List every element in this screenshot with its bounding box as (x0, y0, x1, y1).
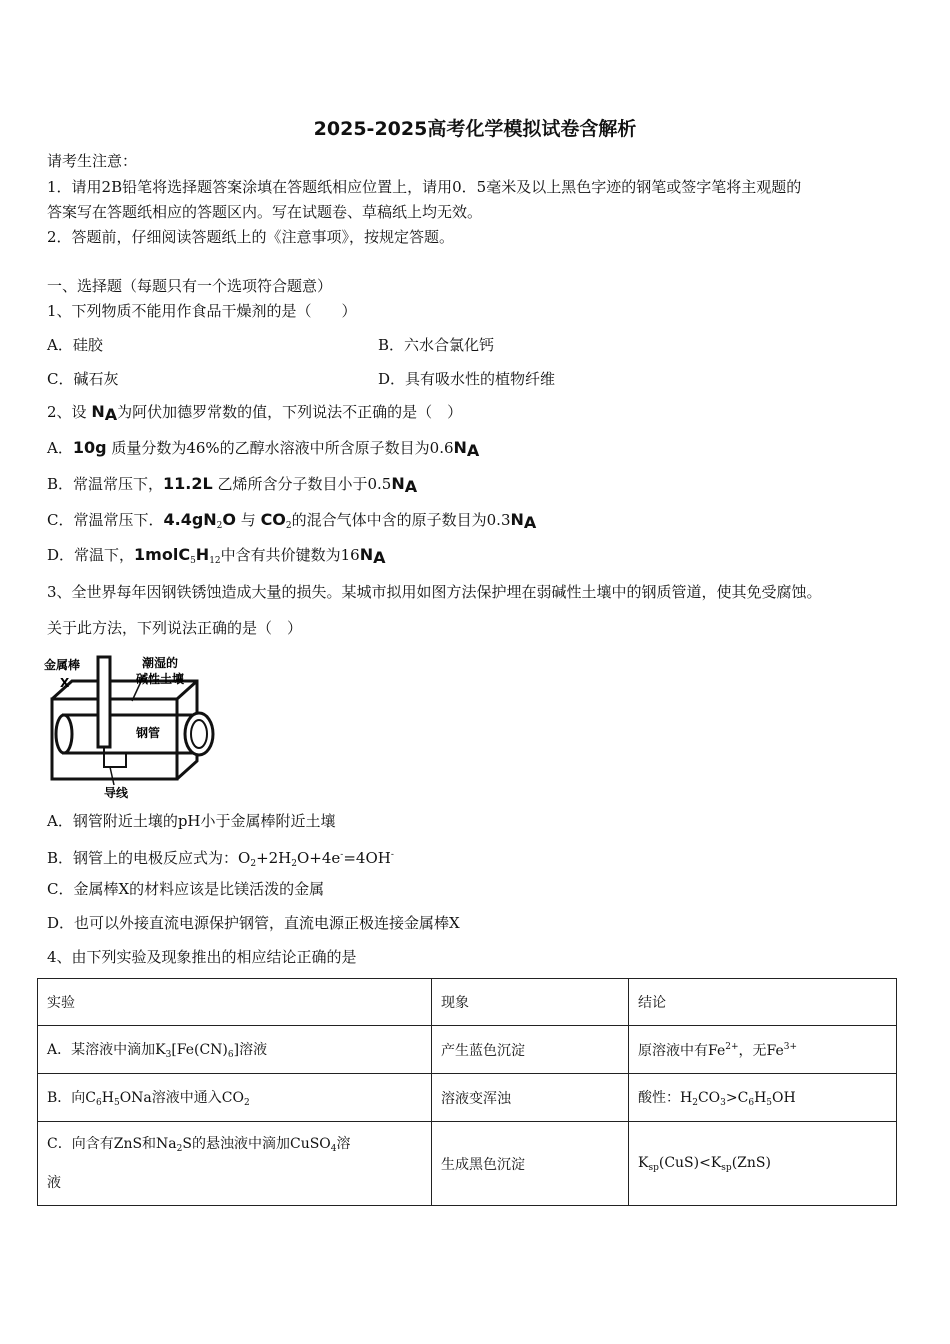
cell-phenomenon: 生成黑色沉淀 (432, 1122, 629, 1206)
page-title: 2025-2025高考化学模拟试卷含解析 (313, 118, 637, 140)
q1-option-c: C．碱石灰 (47, 370, 119, 388)
header-conclusion: 结论 (629, 979, 897, 1026)
q1-stem: 1、下列物质不能用作食品干燥剂的是（ ） (47, 302, 357, 320)
label-alkaline-soil: 碱性土壤 (136, 672, 185, 686)
wire (104, 747, 126, 767)
section-heading: 一、选择题（每题只有一个选项符合题意） (47, 277, 333, 295)
cell-experiment: B．向$C_6H_5ONa$溶液中通入$CO_2$ (38, 1074, 432, 1122)
q1-option-b: B．六水合氯化钙 (378, 336, 495, 354)
q3-option-c: C．金属棒X的材料应该是比镁活泼的金属 (47, 880, 325, 898)
header-experiment: 实验 (38, 979, 432, 1026)
q4-stem: 4、由下列实验及现象推出的相应结论正确的是 (47, 948, 357, 966)
table-row (38, 1122, 897, 1206)
notice-heading: 请考生注意： (47, 152, 138, 170)
q1-option-d: D．具有吸水性的植物纤维 (378, 370, 556, 388)
pipe-left-end (56, 715, 72, 753)
cell-phenomenon: 产生蓝色沉淀 (432, 1026, 629, 1074)
q1-option-a: A．硅胶 (47, 336, 103, 354)
cell-experiment: C．向含有ZnS和$Na_2S$的悬浊液中滴加CuSO$_4$溶 液 (38, 1122, 432, 1206)
q3-option-b: B．钢管上的电极反应式为：$O_2+2H_2O+4e^-=4OH^-$ (47, 849, 394, 869)
cell-phenomenon: 溶液变浑浊 (432, 1074, 629, 1122)
notice-line-3: 2．答题前，仔细阅读答题纸上的《注意事项》，按规定答题。 (47, 228, 455, 246)
cell-conclusion: 原溶液中有$Fe^{2+}$，无$Fe^{3+}$ (629, 1026, 897, 1074)
table-row (38, 1074, 897, 1122)
notice-line-2: 答案写在答题纸相应的答题区内。写在试题卷、草稿纸上均无效。 (47, 203, 483, 221)
label-steel-pipe: 钢管 (136, 726, 161, 740)
q3-stem-line-1: 3、全世界每年因钢铁锈蚀造成大量的损失。某城市拟用如图方法保护埋在弱碱性土壤中的钢质管道，使其免受腐蚀。 (47, 583, 822, 601)
cell-conclusion: 酸性：$H_2CO_3>C_6H_5OH$ (629, 1074, 897, 1122)
experiment-table (37, 978, 897, 1206)
q2-option-d: D．常温下，$1molC_5H_{12}$中含有共价键数为$16N_A$ (47, 545, 386, 567)
q3-stem-line-2: 关于此方法，下列说法正确的是（ ） (47, 619, 303, 637)
q3-option-a: A．钢管附近土壤的pH小于金属棒附近土壤 (47, 812, 336, 830)
soil-box-outline (52, 681, 197, 779)
q2-stem: 2、设 $N_A$为阿伏加德罗常数的值，下列说法不正确的是（ ） (47, 402, 463, 424)
notice-line-1: 1．请用2B铅笔将选择题答案涂填在答题纸相应位置上，请用0．5毫米及以上黑色字迹的钢笔或签字笔将主观题的 (47, 178, 802, 196)
pipe-protection-diagram (44, 653, 219, 800)
header-phenomenon: 现象 (432, 979, 629, 1026)
table-header-row (38, 979, 897, 1026)
cell-conclusion: $K_{sp}(CuS)<K_{sp}(ZnS)$ (629, 1122, 897, 1206)
table-row (38, 1026, 897, 1074)
q2-option-c: C．常温常压下．$4.4gN_2O$ 与 $CO_2$的混合气体中含的原子数目为$0.3N_A$ (47, 510, 537, 532)
metal-rod-x (98, 657, 110, 747)
q2-option-a: A．10g 质量分数为46%的乙醇水溶液中所含原子数目为$0.6N_A$ (47, 438, 480, 460)
steel-pipe-body (62, 715, 194, 753)
q3-option-d: D．也可以外接直流电源保护钢管，直流电源正极连接金属棒X (47, 914, 460, 932)
label-wire: 导线 (104, 786, 129, 800)
q2-option-b: B．常温常压下，11.2L 乙烯所含分子数目小于$0.5N_A$ (47, 474, 418, 496)
wire-pointer (110, 767, 114, 785)
label-metal-rod: 金属棒 (44, 658, 81, 672)
label-rod-x: X (60, 676, 70, 690)
cell-experiment: A．某溶液中滴加$K_3[Fe(CN)_6]$溶液 (38, 1026, 432, 1074)
label-moist: 潮湿的 (142, 656, 179, 670)
